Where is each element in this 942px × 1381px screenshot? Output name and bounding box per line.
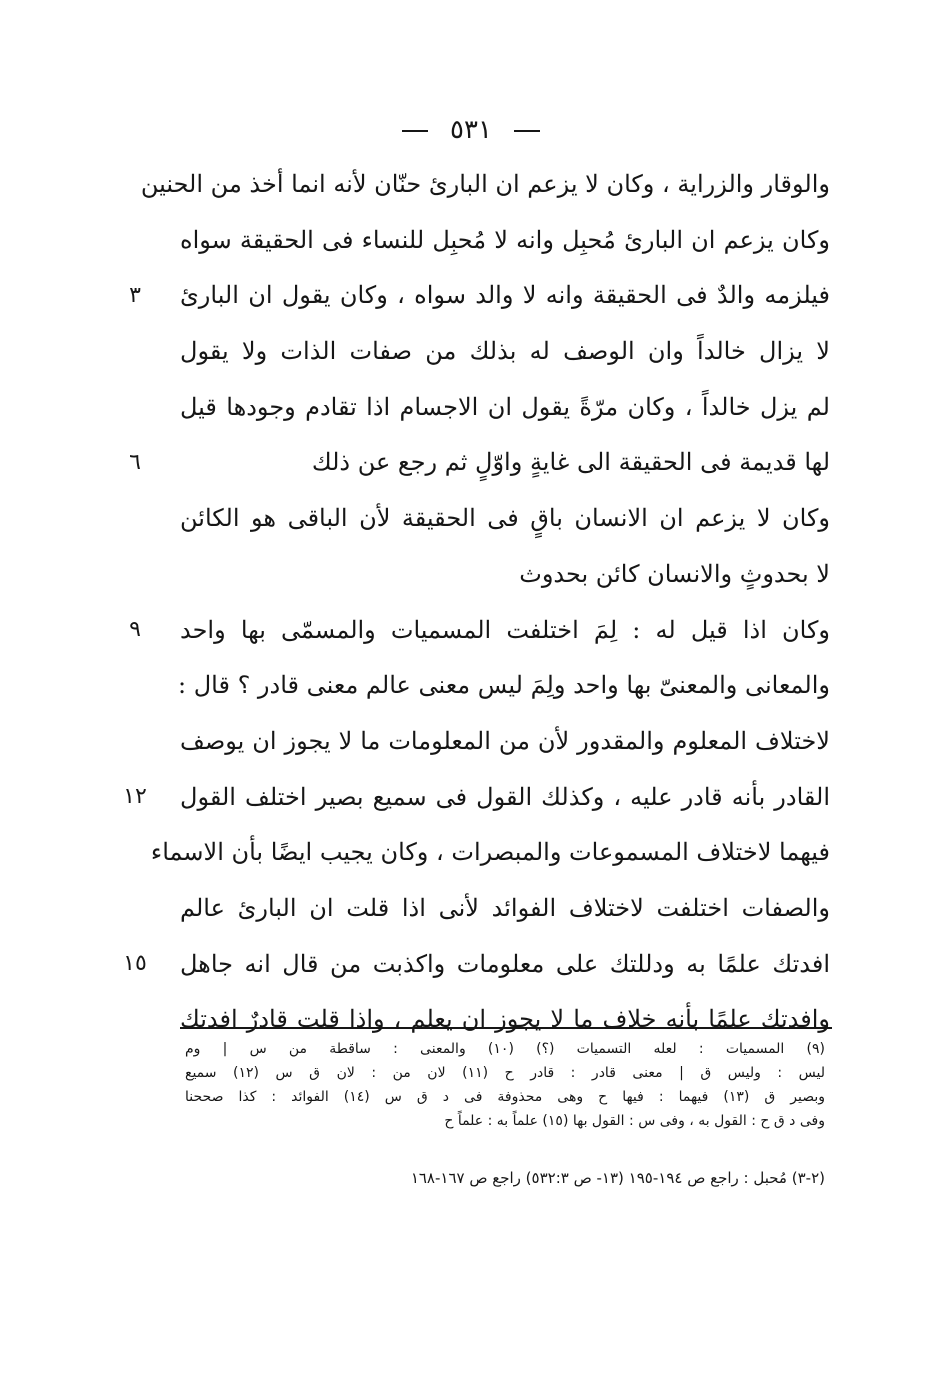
footnote-divider xyxy=(180,1027,832,1029)
text-line: والوقار والزراية ، وكان لا يزعم ان البارئ حنّان لأنه انما أخذ من الحنين xyxy=(140,170,830,198)
text-line: لا بحدوثٍ والانسان كائن بحدوث xyxy=(519,559,830,588)
text-line: وكان يزعم ان البارئ مُحبِل وانه لا مُحبِل للنساء فى الحقيقة سواه xyxy=(180,225,830,254)
main-text xyxy=(140,157,830,1048)
footnote-line: وبصير ق (١٣) فيهما : فيها ح وهى محذوفة فى د ق س (١٤) الفوائد : كذا صححنا xyxy=(185,1089,825,1105)
header-dash-right xyxy=(514,130,540,132)
footnote-line: ليس : وليس ق | معنى قادر : قادر ح (١١) لان من : لان ق س (١٢) سميع xyxy=(185,1065,825,1081)
text-line: فيهما لاختلاف المسموعات والمبصرات ، وكان يجيب ايضًا بأن الاسماء xyxy=(150,838,830,867)
line-number-9: ٩ xyxy=(129,617,141,642)
line-number-6: ٦ xyxy=(129,450,141,475)
text-line: والمعانى والمعنىّ بها واحد ولِمَ ليس معنى عالم معنى قادر ؟ قال : xyxy=(178,671,830,700)
page-number: ٥٣١ xyxy=(450,115,492,145)
text-line: فيلزمه والدٌ فى الحقيقة وانه لا والد سواه ، وكان يقول ان البارئ xyxy=(180,281,830,310)
header-dash-left xyxy=(402,130,428,132)
text-line: افدتك علمًا به ودللتك على معلومات واكذبت من قال انه جاهل xyxy=(180,949,830,978)
line-number-15: ١٥ xyxy=(123,951,147,976)
footnote-line: وفى د ق ح : القول به ، وفى س : القول بها (١٥) علماً به : علماً ح xyxy=(444,1113,825,1129)
line-number-3: ٣ xyxy=(129,283,141,308)
line-number-12: ١٢ xyxy=(123,784,147,809)
text-line: لا يزال خالداً وان الوصف له بذلك من صفات الذات ولا يقول xyxy=(180,337,830,366)
text-line: القادر بأنه قادر عليه ، وكذلك القول فى سميع بصير اختلف القول xyxy=(180,782,830,811)
source-references: (٢-٣) مُحبل : راجع ص ١٩٤-١٩٥ (١٣- ص ٥٣٢:٣) راجع ص ١٦٧-١٦٨ xyxy=(410,1169,825,1187)
text-line: وكان اذا قيل له : لِمَ اختلفت المسميات والمسمّى بها واحد xyxy=(180,615,830,644)
footnote-line: (٩) المسميات : لعله التسميات (؟) (١٠) والمعنى : ساقطة من س | وم xyxy=(185,1041,825,1057)
page-header xyxy=(0,112,942,148)
text-line: وكان لا يزعم ان الانسان باقٍ فى الحقيقة لأن الباقى هو الكائن xyxy=(180,504,830,533)
text-line: لاختلاف المعلوم والمقدور لأن من المعلومات ما لا يجوز ان يوصف xyxy=(180,726,830,755)
footnotes xyxy=(185,1037,825,1133)
text-line: وافدتك علمًا بأنه خلاف ما لا يجوز ان يعلم ، واذا قلت قادرٌ افدتك xyxy=(180,1005,830,1034)
text-line: لم يزل خالداً ، وكان مرّةً يقول ان الاجسام اذا تقادم وجودها قيل xyxy=(180,392,830,421)
text-line: والصفات اختلفت لاختلاف الفوائد لأنى اذا قلت ان البارئ عالم xyxy=(180,893,830,922)
text-line: لها قديمة فى الحقيقة الى غايةٍ واوّلٍ ثم رجع عن ذلك xyxy=(311,448,830,477)
